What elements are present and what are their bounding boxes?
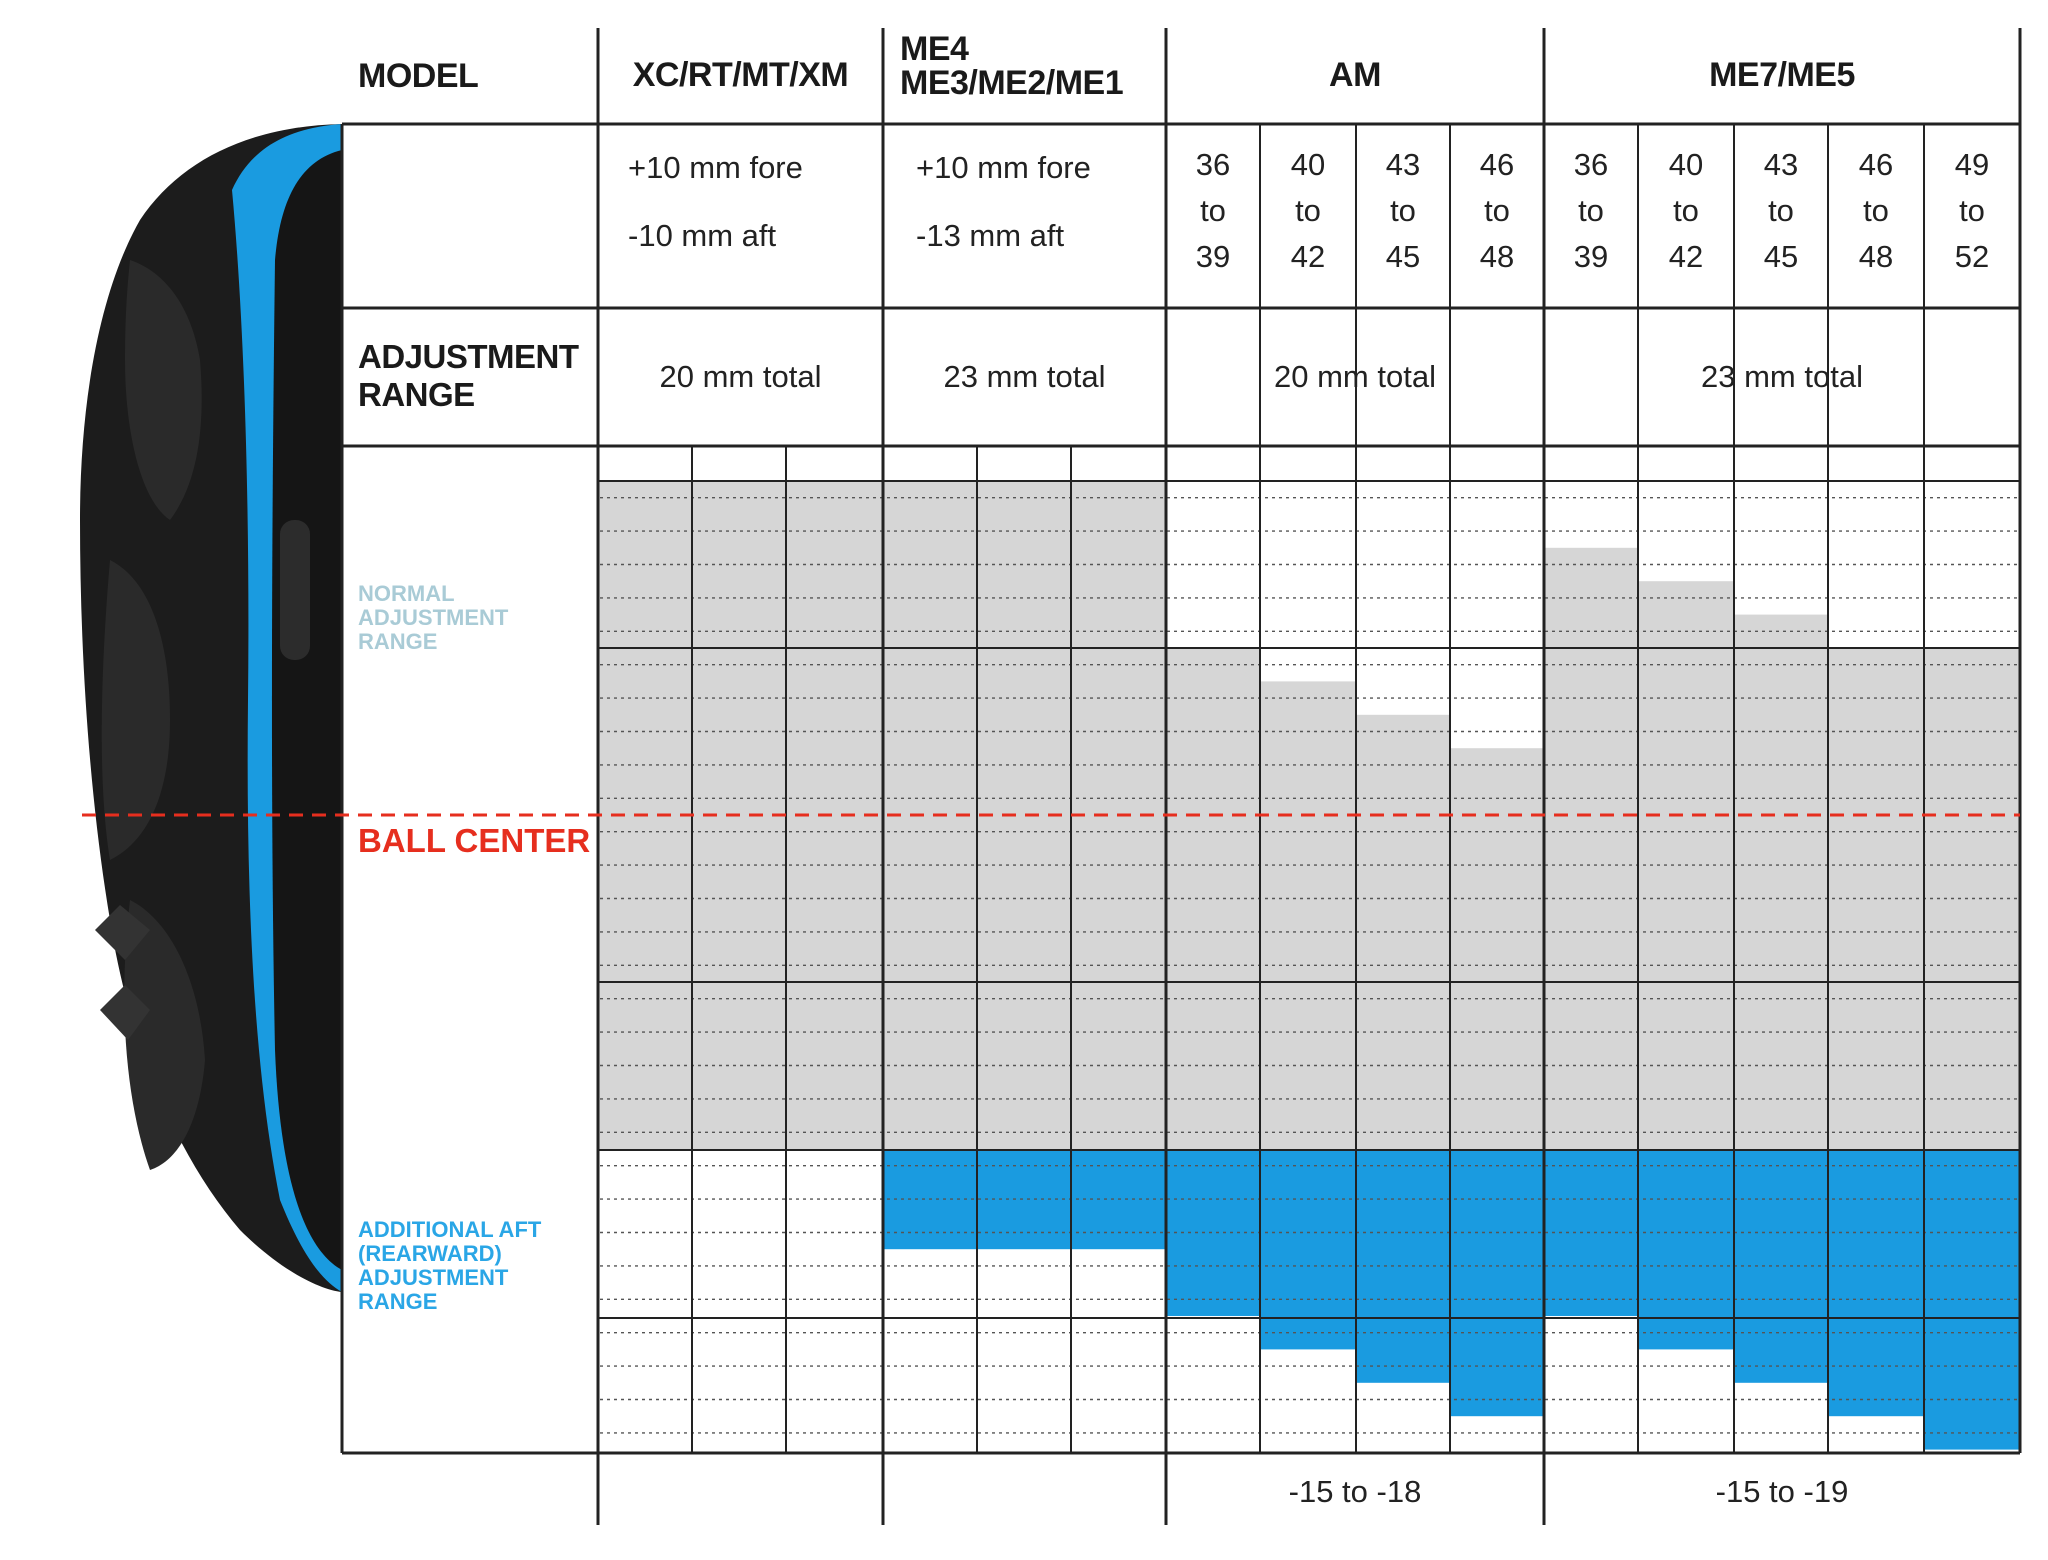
- me7-size-cell: [1924, 140, 2020, 282]
- me4-aft-text: -13 mm aft: [916, 218, 1065, 253]
- aft-range-bar: [1638, 1149, 1734, 1349]
- size-to-word: to: [1484, 193, 1510, 228]
- size-to-word: to: [1295, 193, 1321, 228]
- group-header-am: AM: [1329, 55, 1381, 94]
- normal-label-line: ADJUSTMENT: [358, 605, 509, 630]
- ball-center-label: BALL CENTER: [358, 822, 591, 859]
- normal-label-line: RANGE: [358, 629, 438, 654]
- adjustment-range-label-line1: ADJUSTMENT: [358, 338, 579, 375]
- size-from: 36: [1573, 147, 1609, 182]
- group-header-me4: [900, 32, 1123, 100]
- size-to: 52: [1954, 239, 1990, 274]
- size-to-word: to: [1863, 193, 1889, 228]
- size-to: 48: [1479, 239, 1515, 274]
- adjustment-range-label: [358, 338, 579, 414]
- size-from: 36: [1195, 147, 1231, 182]
- normal-range-bar: [1734, 615, 1828, 1149]
- group-header-xc: XC/RT/MT/XM: [632, 55, 849, 94]
- group-header-me7: ME7/ME5: [1709, 55, 1855, 94]
- size-to: 42: [1290, 239, 1326, 274]
- size-from: 43: [1385, 147, 1421, 182]
- size-from: 46: [1479, 147, 1515, 182]
- normal-range-bar: [1544, 548, 1638, 1149]
- size-from: 40: [1668, 147, 1704, 182]
- aft-range-label: [358, 1218, 541, 1314]
- me7-range-total: 23 mm total: [1701, 359, 1863, 394]
- am-size-cell: [1166, 140, 1260, 282]
- aft-label-line: ADJUSTMENT: [358, 1265, 509, 1290]
- me7-size-cell: [1734, 140, 1828, 282]
- size-to-word: to: [1768, 193, 1794, 228]
- me4-fore-text: +10 mm fore: [916, 150, 1091, 185]
- size-to: 45: [1763, 239, 1799, 274]
- size-to: 39: [1573, 239, 1609, 274]
- xc-fore-text: +10 mm fore: [628, 150, 803, 185]
- aft-range-bar: [1450, 1149, 1544, 1416]
- xc-aft-text: -10 mm aft: [628, 218, 777, 253]
- size-to-word: to: [1200, 193, 1226, 228]
- me7-footer-range: -15 to -19: [1715, 1474, 1849, 1509]
- group-header-me4-line2: ME3/ME2/ME1: [900, 64, 1124, 102]
- aft-label-line: ADDITIONAL AFT: [358, 1217, 542, 1242]
- normal-range-label: [358, 582, 508, 654]
- size-from: 40: [1290, 147, 1326, 182]
- aft-range-bar: [1260, 1149, 1356, 1349]
- size-from: 43: [1763, 147, 1799, 182]
- am-footer-range: -15 to -18: [1288, 1474, 1422, 1509]
- me7-size-cell: [1638, 140, 1734, 282]
- normal-range-bar: [1260, 681, 1356, 1149]
- size-from: 46: [1858, 147, 1894, 182]
- size-to: 42: [1668, 239, 1704, 274]
- xc-range-total: 20 mm total: [659, 359, 822, 394]
- size-to-word: to: [1390, 193, 1416, 228]
- aft-range-bar: [1828, 1149, 1924, 1416]
- size-to: 45: [1385, 239, 1421, 274]
- model-header: MODEL: [358, 57, 479, 95]
- am-range-total: 20 mm total: [1274, 359, 1436, 394]
- size-to: 48: [1858, 239, 1894, 274]
- size-from: 49: [1954, 147, 1990, 182]
- adjustment-range-label-line2: RANGE: [358, 376, 475, 413]
- size-to-word: to: [1578, 193, 1604, 228]
- aft-label-line: (REARWARD): [358, 1241, 502, 1266]
- am-size-cell: [1356, 140, 1450, 282]
- size-to-word: to: [1673, 193, 1699, 228]
- normal-label-line: NORMAL: [358, 581, 455, 606]
- normal-range-bar: [1450, 748, 1544, 1149]
- am-size-cell: [1260, 140, 1356, 282]
- me7-size-cell: [1544, 140, 1638, 282]
- size-to-word: to: [1959, 193, 1985, 228]
- am-size-cell: [1450, 140, 1544, 282]
- me7-size-cell: [1828, 140, 1924, 282]
- aft-label-line: RANGE: [358, 1289, 438, 1314]
- group-header-me4-line1: ME4: [900, 30, 969, 68]
- size-to: 39: [1195, 239, 1231, 274]
- me4-range-total: 23 mm total: [943, 359, 1106, 394]
